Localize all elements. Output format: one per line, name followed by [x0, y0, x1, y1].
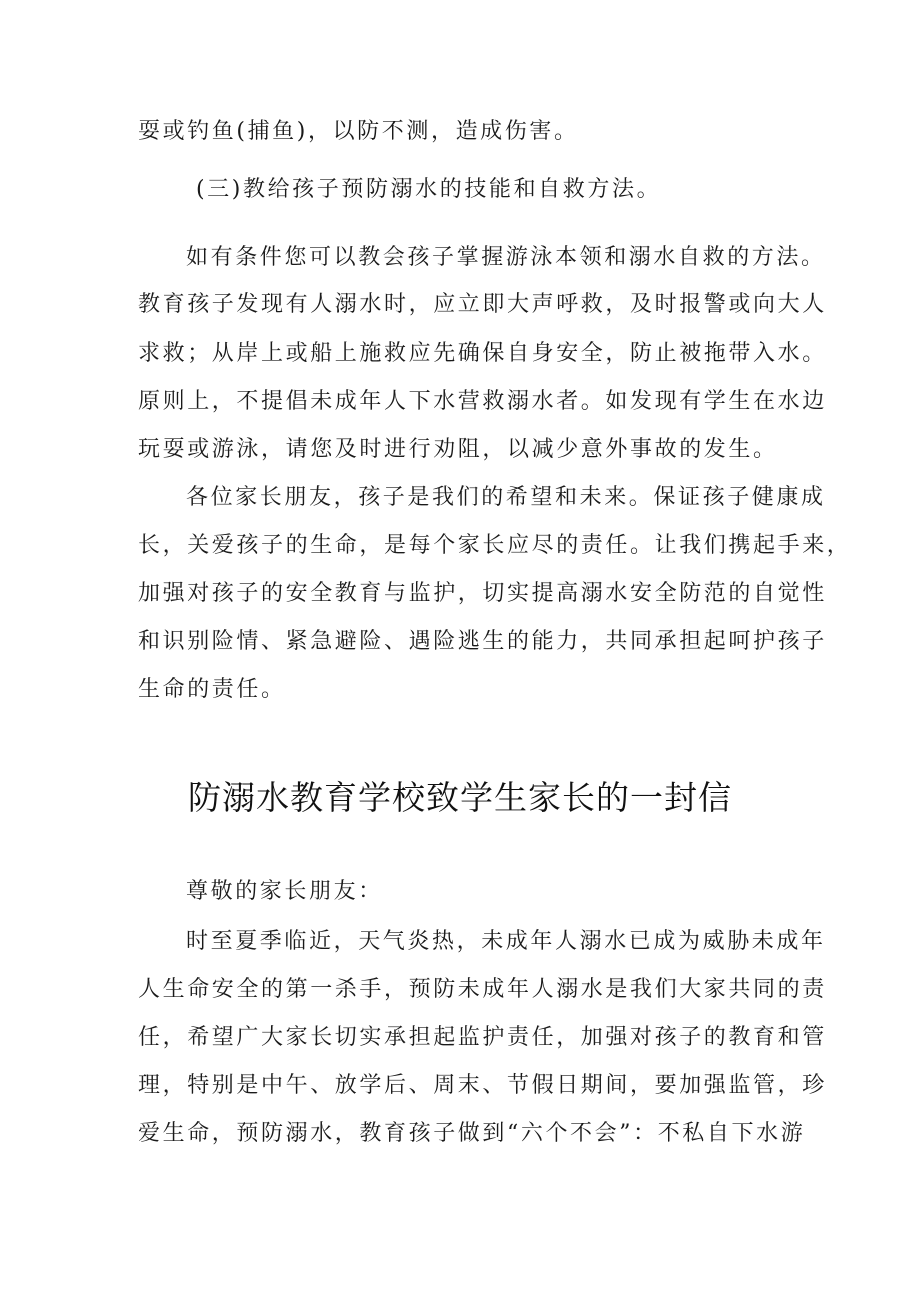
- letter-title: 防溺水教育学校致学生家长的一封信: [188, 778, 732, 817]
- paragraph-line: 加强对孩子的安全教育与监护，切实提高溺水安全防范的自觉性: [138, 581, 827, 606]
- paragraph-line: 任，希望广大家长切实承担起监护责任，加强对孩子的教育和管: [138, 1025, 827, 1050]
- paragraph-line: 求救；从岸上或船上施救应先确保自身安全，防止被拖带入水。: [138, 341, 827, 366]
- salutation: 尊敬的家长朋友：: [186, 879, 383, 904]
- paragraph-line: 爱生命，预防溺水，教育孩子做到“六个不会”：不私自下水游: [138, 1121, 806, 1146]
- paragraph-line: 人生命安全的第一杀手，预防未成年人溺水是我们大家共同的责: [138, 977, 827, 1002]
- paragraph-line: 理，特别是中午、放学后、周末、节假日期间，要加强监管，珍: [138, 1073, 827, 1098]
- paragraph-line: 长，关爱孩子的生命，是每个家长应尽的责任。让我们携起手来，: [138, 533, 852, 558]
- paragraph-line: 和识别险情、紧急避险、遇险逃生的能力，共同承担起呵护孩子: [138, 629, 827, 654]
- paragraph-line: 原则上，不提倡未成年人下水营救溺水者。如发现有学生在水边: [138, 389, 827, 414]
- section-heading: (三)教给孩子预防溺水的技能和自救方法。: [196, 177, 662, 202]
- paragraph-line: 各位家长朋友，孩子是我们的希望和未来。保证孩子健康成: [186, 485, 826, 510]
- continuation-line: 耍或钓鱼(捕鱼)，以防不测，造成伤害。: [138, 119, 579, 144]
- paragraph-line: 生命的责任。: [138, 677, 286, 702]
- paragraph-line: 时至夏季临近，天气炎热，未成年人溺水已成为威胁未成年: [186, 929, 826, 954]
- paragraph-line: 玩耍或游泳，请您及时进行劝阻，以减少意外事故的发生。: [138, 437, 778, 462]
- paragraph-line: 教育孩子发现有人溺水时，应立即大声呼救，及时报警或向大人: [138, 292, 827, 317]
- paragraph-line: 如有条件您可以教会孩子掌握游泳本领和溺水自救的方法。: [186, 245, 826, 270]
